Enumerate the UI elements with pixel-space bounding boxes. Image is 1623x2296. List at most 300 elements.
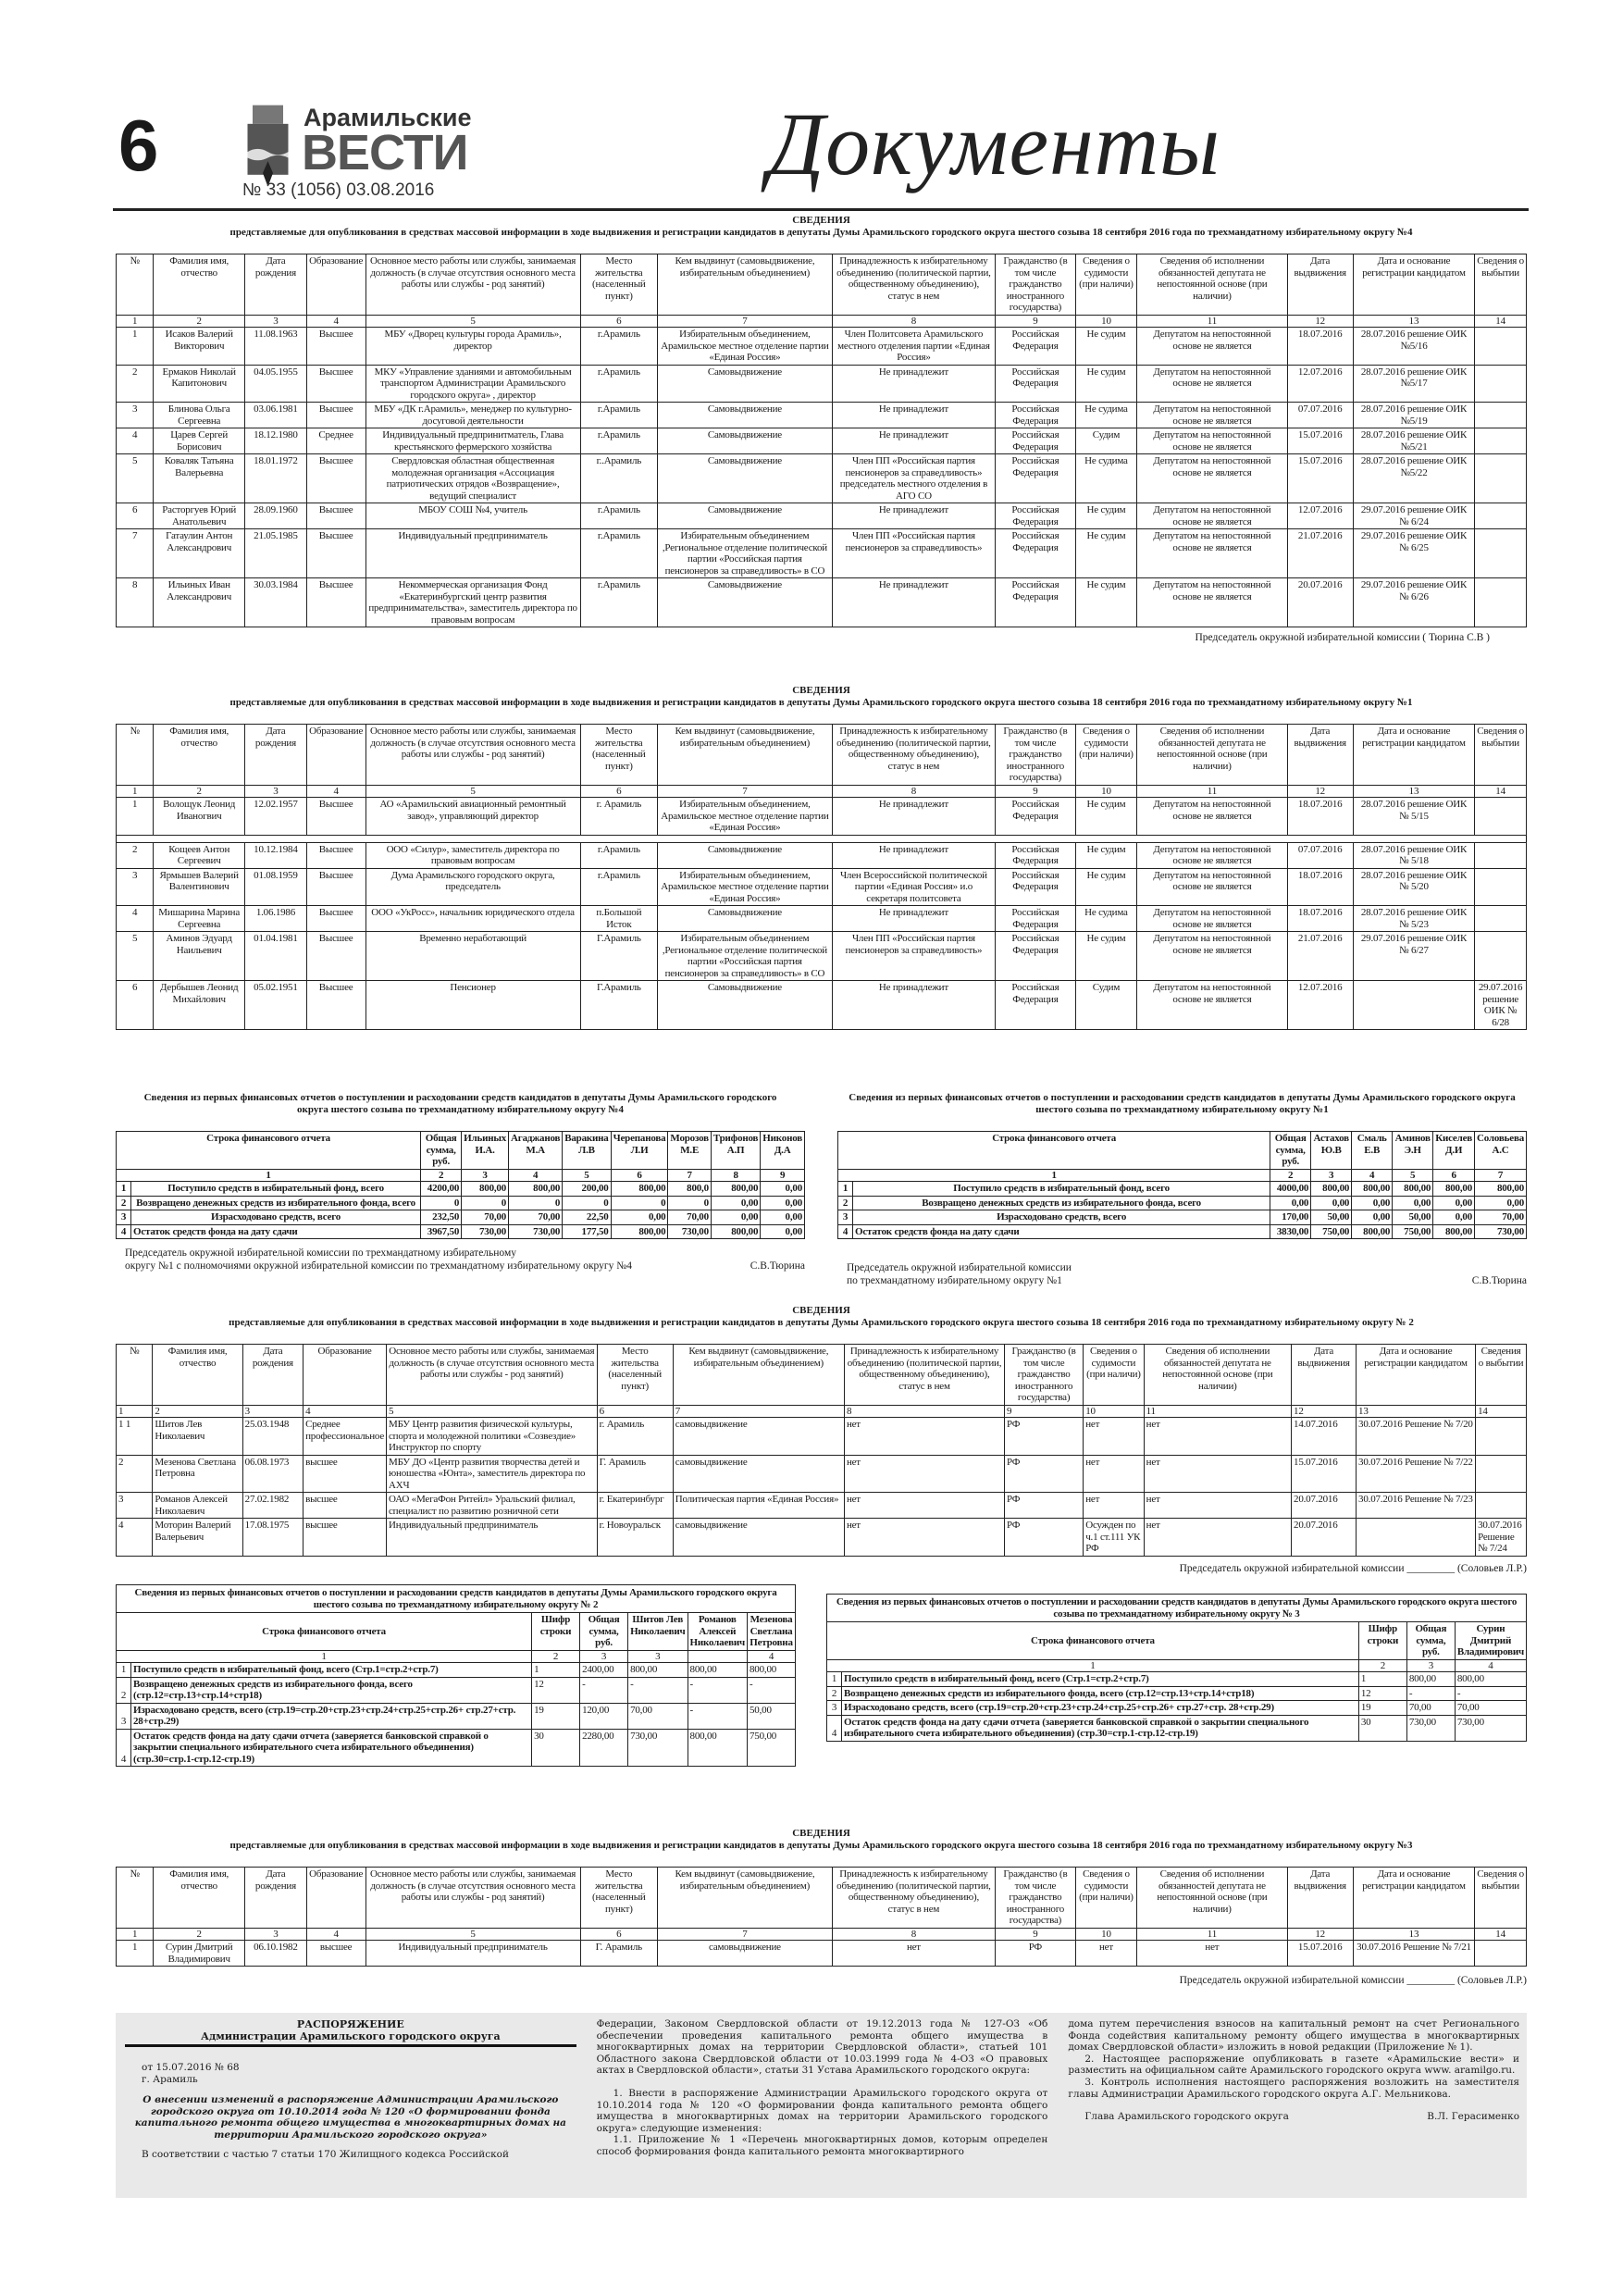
row-value: 800,0 <box>668 1182 711 1197</box>
table-cell: 3 <box>117 1493 153 1519</box>
table-cell: РФ <box>1005 1418 1084 1456</box>
finance-table-grid <box>837 1131 1527 1239</box>
table-cell: Депутатом на непостоянной основе не является <box>1137 365 1287 403</box>
column-header: Сведения об исполнении обязанностей депутата не непостоянной основе (при наличии) <box>1137 725 1287 786</box>
table-cell <box>1475 428 1527 454</box>
table-cell: Российская Федерация <box>996 842 1076 868</box>
column-header: Варакина Л.В <box>563 1132 611 1170</box>
column-number: 1 <box>117 315 154 328</box>
candidates-district-2 <box>116 1305 1527 1575</box>
table-cell: 12.07.2016 <box>1287 365 1353 403</box>
column-header: Смаль Е.В <box>1352 1132 1393 1170</box>
table-cell: г. Новоуральск <box>597 1519 673 1557</box>
table-cell: Шитов Лев Николаевич <box>153 1418 242 1456</box>
table-cell <box>1475 1941 1527 1967</box>
table-cell: самовыдвижение <box>673 1455 844 1493</box>
table-cell: г.Арамиль <box>580 365 658 403</box>
table-cell: Не судим <box>1075 842 1137 868</box>
column-number: 3 <box>242 1405 303 1418</box>
column-header: Образование <box>306 725 365 786</box>
column-header: Сведения о выбытии <box>1475 1868 1527 1929</box>
table-cell: Не принадлежит <box>832 798 995 836</box>
finance-report-district-2 <box>116 1584 796 1767</box>
row-value: 0 <box>509 1196 563 1210</box>
table-cell: 17.08.1975 <box>242 1519 303 1557</box>
column-number: 7 <box>658 315 833 328</box>
finance-table-grid <box>116 1584 796 1767</box>
table-cell: 15.07.2016 <box>1287 1941 1353 1967</box>
column-header: Сурин Дмитрий Владимирович <box>1455 1622 1526 1660</box>
column-header: Дата выдвижения <box>1287 1868 1353 1929</box>
column-header: Дата рождения <box>242 1345 303 1406</box>
table-cell: 6 <box>117 981 154 1030</box>
column-header: Агаджанов М.А <box>509 1132 563 1170</box>
table-cell: Сурин Дмитрий Владимирович <box>154 1941 245 1967</box>
column-number: 6 <box>580 1928 658 1941</box>
table-cell: г. Арамиль <box>580 798 658 836</box>
table-cell: нет <box>1144 1519 1291 1557</box>
table-row <box>117 1224 805 1239</box>
row-value: 0,00 <box>761 1182 805 1197</box>
column-header: Никонов Д.А <box>761 1132 805 1170</box>
row-value: 70,00 <box>1406 1701 1455 1716</box>
table-cell: 28.07.2016 решение ОИК №5/17 <box>1353 365 1474 403</box>
table-cell: Коваляк Татьяна Валерьевна <box>154 454 245 503</box>
table-row <box>117 1941 1527 1967</box>
row-label: Поступило средств в избирательный фонд, всего (Стр.1=стр.2+стр.7) <box>131 1663 532 1678</box>
table-cell: 12.02.1957 <box>245 798 307 836</box>
administration-decree <box>116 2013 1527 2198</box>
table-cell <box>1475 906 1527 932</box>
row-value: 177,50 <box>563 1224 611 1239</box>
table-cell: Г. Арамиль <box>580 1941 658 1967</box>
column-header: Шифр строки <box>1358 1622 1406 1660</box>
column-number: 3 <box>1406 1659 1455 1672</box>
row-value: 800,00 <box>688 1663 747 1678</box>
column-header: Гражданство (в том числе гражданство иностранного государства) <box>1005 1345 1084 1406</box>
table-cell: 28.07.2016 решение ОИК № 5/20 <box>1353 868 1474 906</box>
column-number: 7 <box>673 1405 844 1418</box>
row-number: 4 <box>838 1224 853 1239</box>
decree-paragraph: 3. Контроль исполнения настоящего распоряжения возложить на заместителя главы Администрации Арамильского городского округа А.Г. Мельникова. <box>1068 2076 1520 2100</box>
table-cell: Депутатом на непостоянной основе не является <box>1137 932 1287 981</box>
column-number: 2 <box>154 1928 245 1941</box>
decree-paragraph: 1. Внести в распоряжение Администрации Арамильского городского округа от 10.10.2014 года № 120 «О формировании фонда капитального ремонта общего имущества в многоквартирных домах на территории Арамильского городского округа» следующие изменения: <box>596 2087 1048 2134</box>
finance-signature <box>116 1247 805 1272</box>
row-label: Израсходовано средств, всего <box>853 1210 1270 1225</box>
column-header: Соловьева А.С <box>1475 1132 1527 1170</box>
column-header: Гражданство (в том числе гражданство иностранного государства) <box>996 254 1076 316</box>
table-row <box>117 1677 796 1703</box>
column-header: Сведения о судимости (при наличи) <box>1075 1868 1137 1929</box>
row-value: 800,00 <box>611 1182 668 1197</box>
column-header: Общая сумма, руб. <box>421 1132 462 1170</box>
table-cell: нет <box>844 1519 1004 1557</box>
table-row <box>117 328 1527 366</box>
row-value: - <box>748 1677 796 1703</box>
table-row <box>117 1182 805 1197</box>
table-cell: Российская Федерация <box>996 428 1076 454</box>
table-cell: 30.07.2016 Решение № 7/22 <box>1357 1455 1476 1493</box>
header-row <box>117 1868 1527 1929</box>
column-number: 3 <box>245 315 307 328</box>
table-cell: 28.07.2016 решение ОИК №5/22 <box>1353 454 1474 503</box>
table-cell <box>1476 1455 1527 1493</box>
table-row <box>117 403 1527 428</box>
row-value: 70,00 <box>462 1210 509 1225</box>
column-number: 5 <box>1393 1169 1433 1182</box>
row-value: 800,00 <box>1433 1182 1475 1197</box>
row-value: 800,00 <box>1406 1672 1455 1687</box>
column-number: 2 <box>1358 1659 1406 1672</box>
table-cell: 4 <box>117 1519 153 1557</box>
table-cell: Волощук Леонид Иваногвич <box>154 798 245 836</box>
decree-paragraph: 2. Настоящее распоряжение опубликовать в газете «Арамильские вести» и разместить на официальном сайте Арамильского городского округа www. aramilgo.ru. <box>1068 2053 1520 2077</box>
table-cell: 04.05.1955 <box>245 365 307 403</box>
row-number: 1 <box>117 1663 131 1678</box>
table-cell: нет <box>1137 1941 1287 1967</box>
row-value: 12 <box>532 1677 580 1703</box>
table-cell: 20.07.2016 <box>1287 578 1353 627</box>
row-value: 0,00 <box>1352 1210 1393 1225</box>
header-row <box>117 725 1527 786</box>
table-cell: Не принадлежит <box>832 403 995 428</box>
table-cell: 01.08.1959 <box>245 868 307 906</box>
table-cell: самовыдвижение <box>673 1418 844 1456</box>
table-row <box>827 1701 1527 1716</box>
finance-report-district-4 <box>116 1092 805 1272</box>
row-value: 0 <box>611 1196 668 1210</box>
column-number-row <box>117 1405 1527 1418</box>
column-number: 4 <box>509 1169 563 1182</box>
header-row <box>838 1132 1527 1170</box>
column-number: 14 <box>1475 1928 1527 1941</box>
table-row <box>117 868 1527 906</box>
column-header: № <box>117 1868 154 1929</box>
decree-column-3 <box>1068 2018 1519 2198</box>
table-cell <box>1475 842 1527 868</box>
column-header: Дата выдвижения <box>1287 254 1353 316</box>
column-header: Место жительства (населенный пункт) <box>597 1345 673 1406</box>
row-value: 800,00 <box>688 1729 747 1767</box>
column-header: Дата выдвижения <box>1292 1345 1357 1406</box>
table-cell: 12.07.2016 <box>1287 981 1353 1030</box>
column-header: Шитов Лев Николаевич <box>628 1613 688 1651</box>
table-cell: нет <box>844 1418 1004 1456</box>
row-number: 3 <box>827 1701 842 1716</box>
row-value: 730,00 <box>1406 1715 1455 1741</box>
column-header: Гражданство (в том числе гражданство иностранного государства) <box>996 1868 1076 1929</box>
table-cell: самовыдвижение <box>658 1941 833 1967</box>
column-number: 2 <box>421 1169 462 1182</box>
finance-title: Сведения из первых финансовых отчетов о поступлении и расходовании средств кандидатов в депутаты Думы Арамильского городского округа шестого созыва по трехмандатному избирательному округу № 2 <box>116 1584 796 1612</box>
table-cell: Не судим <box>1075 503 1137 529</box>
table-row <box>117 932 1527 981</box>
table-cell: г.Арамиль <box>580 428 658 454</box>
column-header: Сведения о судимости (при наличи) <box>1075 725 1137 786</box>
column-number: 9 <box>996 1928 1076 1941</box>
table-row <box>827 1672 1527 1687</box>
signer-name: С.В.Тюрина <box>1471 1275 1527 1286</box>
row-value: 800,00 <box>1352 1182 1393 1197</box>
table-row <box>117 906 1527 932</box>
row-value: 0 <box>462 1196 509 1210</box>
column-number: 4 <box>304 1405 387 1418</box>
row-value: 70,00 <box>509 1210 563 1225</box>
table-cell: ООО «УкРосс», начальник юридического отдела <box>365 906 580 932</box>
row-value: 2280,00 <box>580 1729 628 1767</box>
table-cell: Самовыдвижение <box>658 365 833 403</box>
table-cell: Депутатом на непостоянной основе не является <box>1137 328 1287 366</box>
header-divider <box>113 208 1529 211</box>
row-value: 800,00 <box>1433 1224 1475 1239</box>
row-number: 1 <box>117 1182 131 1197</box>
table-cell: РФ <box>1005 1519 1084 1557</box>
table-cell: Депутатом на непостоянной основе не является <box>1137 454 1287 503</box>
column-header: Строка финансового отчета <box>117 1613 532 1651</box>
decree-subject: О внесении изменений в распоряжение Администрации Арамильского городского округа от 10.10.2014 года № 120 «О формировании фонда капитального ремонта общего имущества в многоквартирных домах на территории Арамильского городского округа» <box>134 2094 566 2141</box>
decree-date: от 15.07.2016 № 68 <box>142 2062 240 2073</box>
table-cell: Российская Федерация <box>996 868 1076 906</box>
table-cell: 29.07.2016 решение ОИК № 6/28 <box>1475 981 1527 1030</box>
table-cell: 28.07.2016 решение ОИК № 5/15 <box>1353 798 1474 836</box>
table-cell: Российская Федерация <box>996 906 1076 932</box>
row-value: - <box>628 1677 688 1703</box>
column-number: 2 <box>154 315 245 328</box>
table-cell: Царев Сергей Борисович <box>154 428 245 454</box>
row-value: 30 <box>532 1729 580 1767</box>
table-cell: Г. Арамиль <box>597 1455 673 1493</box>
table-cell: Член ПП «Российская партия пенсионеров за справедливость» председатель местного отделения в АГО СО <box>832 454 995 503</box>
column-number-row <box>117 785 1527 798</box>
table-cell: Депутатом на непостоянной основе не является <box>1137 798 1287 836</box>
table-cell: Дербышев Леонид Михайлович <box>154 981 245 1030</box>
table-cell: Избирательным объединением ,Региональное отделение политической партии «Российская партия пенсионеров за справедливость» в СО <box>658 529 833 578</box>
table-cell: Не судима <box>1075 454 1137 503</box>
table-cell: МБОУ СОШ №4, учитель <box>365 503 580 529</box>
column-header: Общая сумма, руб. <box>1406 1622 1455 1660</box>
column-header: Сведения об исполнении обязанностей депутата не непостоянной основе (при наличии) <box>1144 1345 1291 1406</box>
column-header: Кем выдвинут (самовыдвижение, избирательным объединением) <box>673 1345 844 1406</box>
table-cell: Индивидуальный предпринитматель, Глава крестьянского фермерского хозяйства <box>365 428 580 454</box>
table-cell: 06.08.1973 <box>242 1455 303 1493</box>
column-header: Образование <box>304 1345 387 1406</box>
row-value: 0,00 <box>711 1210 760 1225</box>
column-number: 7 <box>1475 1169 1527 1182</box>
header-row <box>117 254 1527 316</box>
table-cell: Депутатом на непостоянной основе не является <box>1137 906 1287 932</box>
column-number: 4 <box>306 1928 365 1941</box>
column-header: Сведения об исполнении обязанностей депутата не непостоянной основе (при наличии) <box>1137 1868 1287 1929</box>
row-value: 800,00 <box>462 1182 509 1197</box>
table-cell: Депутатом на непостоянной основе не является <box>1137 529 1287 578</box>
column-header: № <box>117 1345 153 1406</box>
table-cell: МКУ «Управление зданиями и автомобильным транспортом Администрации Арамильского городского округа» , директор <box>365 365 580 403</box>
section-subheading: представляемые для опубликования в средствах массовой информации в ходе выдвижения и регистрации кандидатов в депутаты Думы Арамильского городского округа шестого созыва 18 сентября 2016 года по трехмандатному избирательному округу №3 <box>229 1840 1413 1851</box>
column-number-row <box>117 315 1527 328</box>
row-value: 730,00 <box>1475 1224 1527 1239</box>
section-heading: СВЕДЕНИЯ <box>792 1305 850 1316</box>
row-value: 800,00 <box>748 1663 796 1678</box>
table-cell: Избирательным объединением ,Региональное отделение политической партии «Российская партия пенсионеров за справедливость» в СО <box>658 932 833 981</box>
table-cell <box>1475 868 1527 906</box>
row-value: 70,00 <box>668 1210 711 1225</box>
column-number: 12 <box>1292 1405 1357 1418</box>
table-cell: Среднее профессиональное <box>304 1418 387 1456</box>
table-cell: Временно неработающий <box>365 932 580 981</box>
decree-subtitle: Администрации Арамильского городского округа <box>201 2030 501 2042</box>
candidates-table <box>116 724 1527 1030</box>
row-value: 800,00 <box>1475 1182 1527 1197</box>
row-value: 750,00 <box>1393 1224 1433 1239</box>
column-header: Общая сумма, руб. <box>1270 1132 1311 1170</box>
table-cell: 20.07.2016 <box>1292 1493 1357 1519</box>
column-header: Фамилия имя, отчество <box>154 1868 245 1929</box>
finance-title: Сведения из первых финансовых отчетов о поступлении и расходовании средств кандидатов в депутаты Думы Арамильского городского округа шестого созыва по трехмандатному избирательному округу №4 <box>143 1092 777 1115</box>
candidates-district-4 <box>116 215 1527 644</box>
column-number: 14 <box>1475 785 1527 798</box>
table-row <box>117 1519 1527 1557</box>
row-value: - <box>688 1703 747 1729</box>
table-cell: 18.07.2016 <box>1287 868 1353 906</box>
table-cell: Высшее <box>306 842 365 868</box>
column-header: Гражданство (в том числе гражданство иностранного государства) <box>996 725 1076 786</box>
finance-table <box>837 1131 1527 1239</box>
table-cell: Высшее <box>306 932 365 981</box>
table-cell: 7 <box>117 529 154 578</box>
column-number: 6 <box>1433 1169 1475 1182</box>
table-cell <box>1357 1519 1476 1557</box>
table-cell: Политическая партия «Единая Россия» <box>673 1493 844 1519</box>
column-header: Сведения о судимости (при наличи) <box>1084 1345 1144 1406</box>
table-cell: г..Арамиль <box>580 454 658 503</box>
section-heading: СВЕДЕНИЯ <box>792 215 850 226</box>
header-row <box>827 1622 1527 1660</box>
table-cell: 18.07.2016 <box>1287 328 1353 366</box>
table-cell: Высшее <box>306 529 365 578</box>
row-value: 0,00 <box>1311 1196 1352 1210</box>
column-number: 8 <box>844 1405 1004 1418</box>
table-cell: 2 <box>117 1455 153 1493</box>
table-cell: высшее <box>304 1519 387 1557</box>
table-cell: г.Арамиль <box>580 328 658 366</box>
column-number: 4 <box>1352 1169 1393 1182</box>
row-value: 50,00 <box>1393 1210 1433 1225</box>
column-number: 12 <box>1287 1928 1353 1941</box>
table-cell: 07.07.2016 <box>1287 403 1353 428</box>
column-number: 11 <box>1137 1928 1287 1941</box>
table-cell: нет <box>1084 1455 1144 1493</box>
table-cell: 05.02.1951 <box>245 981 307 1030</box>
table-cell: 27.02.1982 <box>242 1493 303 1519</box>
table-cell: Депутатом на непостоянной основе не является <box>1137 503 1287 529</box>
table-gap <box>117 835 1527 842</box>
row-label: Возвращено денежных средств из избирательного фонда, всего <box>131 1196 421 1210</box>
table-cell: Не принадлежит <box>832 365 995 403</box>
newspaper-name-main: ВЕСТИ <box>302 125 468 180</box>
table-row <box>827 1686 1527 1701</box>
table-cell: Избирательным объединением, Арамильское местное отделение партии «Единая Россия» <box>658 868 833 906</box>
table-cell: МБУ Центр развития физической культуры, спорта и молодежной политики «Созвездие» Инструктор по спорту <box>387 1418 598 1456</box>
table-cell: Российская Федерация <box>996 454 1076 503</box>
newspaper-name-top: Арамильские <box>304 104 472 131</box>
row-value: 0,00 <box>761 1224 805 1239</box>
table-row <box>117 842 1527 868</box>
table-row <box>117 1210 805 1225</box>
column-number: 13 <box>1353 785 1474 798</box>
row-value: 70,00 <box>628 1703 688 1729</box>
candidates-table <box>116 1867 1527 1967</box>
commission-signature: Председатель окружной избирательной комиссии _________ (Соловьев Л.Р.) <box>1179 1975 1527 1986</box>
table-row <box>117 1729 796 1767</box>
table-cell: МБУ «ДК г.Арамиль», менеджер по культурно-досуговой деятельности <box>365 403 580 428</box>
column-number: 5 <box>365 785 580 798</box>
row-label: Поступило средств в избирательный фонд, всего (Стр.1=стр.2+стр.7) <box>842 1672 1359 1687</box>
table-cell: 15.07.2016 <box>1287 454 1353 503</box>
table-cell: Высшее <box>306 454 365 503</box>
table-cell <box>1475 503 1527 529</box>
table-cell: 30.03.1984 <box>245 578 307 627</box>
row-number: 1 <box>827 1672 842 1687</box>
table-cell: ОАО «МегаФон Ритейл» Уральский филиал, специалист по развитию розничной сети <box>387 1493 598 1519</box>
table-cell: 21.07.2016 <box>1287 932 1353 981</box>
table-cell: 07.07.2016 <box>1287 842 1353 868</box>
table-cell: Российская Федерация <box>996 403 1076 428</box>
column-number-row <box>117 1928 1527 1941</box>
table-cell: Не принадлежит <box>832 578 995 627</box>
table-cell: п.Большой Исток <box>580 906 658 932</box>
table-cell: Член Политсовета Арамильского местного отделения партии «Единая Россия» <box>832 328 995 366</box>
table-cell: 8 <box>117 578 154 627</box>
candidates-table-grid <box>116 1867 1527 1967</box>
column-header: Романов Алексей Николаевич <box>688 1613 747 1651</box>
row-value: 800,00 <box>1311 1182 1352 1197</box>
row-value: 0 <box>668 1196 711 1210</box>
table-cell: РФ <box>996 1941 1076 1967</box>
table-cell: 15.07.2016 <box>1292 1455 1357 1493</box>
table-cell: Российская Федерация <box>996 981 1076 1030</box>
table-cell: Самовыдвижение <box>658 578 833 627</box>
table-cell: Российская Федерация <box>996 529 1076 578</box>
table-cell: ООО «Силур», заместитель директора по правовым вопросам <box>365 842 580 868</box>
column-number-row <box>827 1659 1527 1672</box>
column-number: 14 <box>1475 315 1527 328</box>
table-cell: Высшее <box>306 868 365 906</box>
table-cell: Ильиных Иван Александрович <box>154 578 245 627</box>
table-cell: Свердловская областная общественная молодежная организация «Ассоциация патриотических отрядов «Возвращение», ведущий специалист <box>365 454 580 503</box>
table-cell: Самовыдвижение <box>658 428 833 454</box>
table-cell: 18.01.1972 <box>245 454 307 503</box>
candidates-district-1 <box>116 685 1527 1030</box>
table-cell: 6 <box>117 503 154 529</box>
row-number: 2 <box>117 1196 131 1210</box>
column-header: Общая сумма, руб. <box>580 1613 628 1651</box>
table-cell: 2 <box>117 842 154 868</box>
row-value: 4000,00 <box>1270 1182 1311 1197</box>
table-cell: Не судим <box>1075 578 1137 627</box>
table-cell: 10.12.1984 <box>245 842 307 868</box>
row-label: Израсходовано средств, всего (стр.19=стр.20+стр.23+стр.24+стр.25+стр.26+ стр.27+стр. 28+стр.29) <box>842 1701 1359 1716</box>
table-cell: РФ <box>1005 1493 1084 1519</box>
column-number: 1 <box>827 1659 1359 1672</box>
table-cell: Не судим <box>1075 932 1137 981</box>
finance-table-grid <box>826 1594 1527 1742</box>
candidates-table <box>116 1344 1527 1557</box>
row-label: Остаток средств фонда на дату сдачи <box>853 1224 1270 1239</box>
table-row <box>117 365 1527 403</box>
table-cell: Высшее <box>306 578 365 627</box>
table-cell: Самовыдвижение <box>658 503 833 529</box>
